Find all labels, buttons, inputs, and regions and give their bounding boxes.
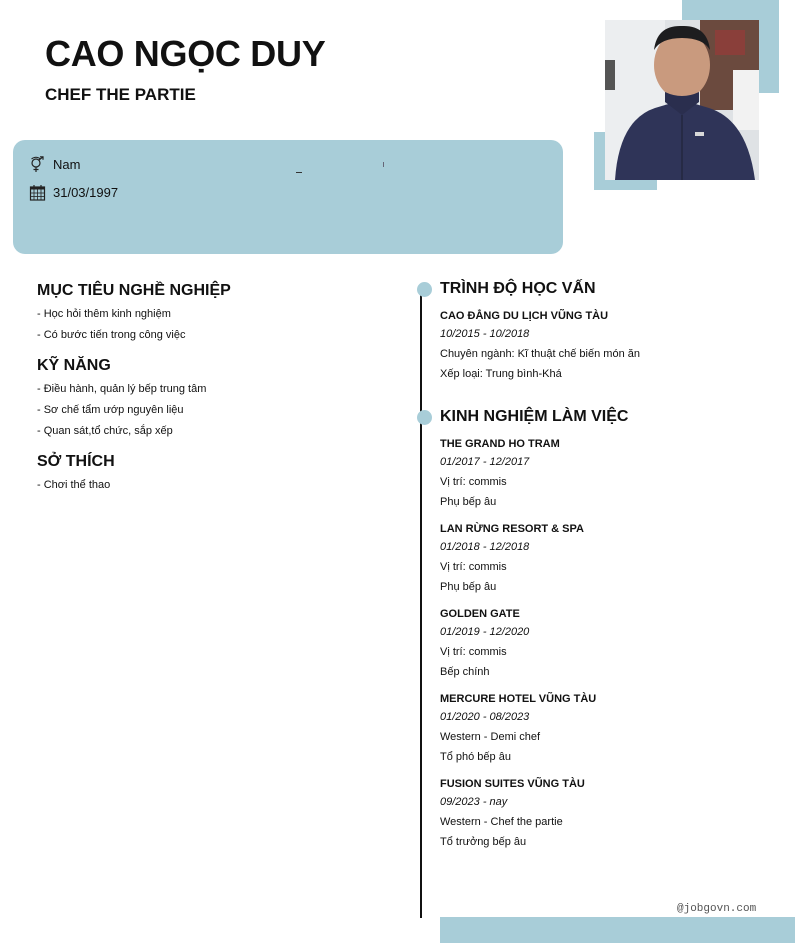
detail-line: Phụ bếp âu: [440, 496, 497, 508]
section-title: SỞ THÍCH: [37, 453, 115, 470]
education-entry: [440, 310, 780, 381]
experience-section: [440, 408, 780, 863]
candidate-name: CAO NGỌC DUY: [45, 33, 326, 74]
decorative-block-bottom: [440, 917, 795, 943]
experience-entry: [440, 693, 780, 764]
section-title: TRÌNH ĐỘ HỌC VẤN: [440, 280, 596, 297]
list-item: - Chơi thể thao: [37, 479, 111, 491]
detail-line: Vị trí: commis: [440, 561, 507, 573]
section-title: MỤC TIÊU NGHỀ NGHIỆP: [37, 282, 231, 299]
period: 01/2018 - 12/2018: [440, 541, 530, 553]
experience-entry: [440, 438, 780, 509]
company-name: LAN RỪNG RESORT & SPA: [440, 523, 584, 535]
list-item: - Có bước tiến trong công việc: [37, 329, 186, 341]
section-title: KỸ NĂNG: [37, 357, 111, 374]
gender-row: [29, 156, 80, 173]
stray-mark: [383, 162, 384, 167]
period: 01/2017 - 12/2017: [440, 456, 530, 468]
timeline-dot: [417, 410, 432, 425]
detail-line: Tổ phó bếp âu: [440, 751, 511, 763]
list-item: - Sơ chế tẩm ướp nguyên liệu: [37, 404, 184, 416]
experience-entry: [440, 523, 780, 594]
company-name: THE GRAND HO TRAM: [440, 438, 560, 450]
dob-value: 31/03/1997: [53, 185, 119, 200]
detail-line: Chuyên ngành: Kĩ thuật chế biến món ăn: [440, 348, 640, 360]
detail-line: Phụ bếp âu: [440, 581, 497, 593]
list-item: - Quan sát,tổ chức, sắp xếp: [37, 425, 173, 437]
stray-mark: [296, 172, 302, 173]
company-name: FUSION SUITES VŨNG TÀU: [440, 778, 585, 790]
gender-icon: [29, 156, 46, 173]
detail-line: Tổ trưởng bếp âu: [440, 836, 527, 848]
hobbies-section: [37, 453, 377, 492]
period: 01/2020 - 08/2023: [440, 711, 530, 723]
detail-line: Bếp chính: [440, 666, 490, 678]
timeline-dot: [417, 282, 432, 297]
experience-entry: [440, 778, 780, 849]
timeline-line: [420, 290, 422, 918]
period: 01/2019 - 12/2020: [440, 626, 530, 638]
period: 10/2015 - 10/2018: [440, 328, 530, 340]
profile-photo: [605, 20, 759, 180]
career-objective-section: [37, 282, 377, 342]
gender-value: Nam: [53, 157, 81, 172]
job-title: CHEF THE PARTIE: [45, 85, 196, 104]
dob-row: [29, 184, 118, 201]
school-name: CAO ĐẲNG DU LỊCH VŨNG TÀU: [440, 310, 609, 322]
experience-entry: [440, 608, 780, 679]
company-name: MERCURE HOTEL VŨNG TÀU: [440, 693, 597, 705]
personal-info-panel: [13, 140, 563, 254]
detail-line: Western - Chef the partie: [440, 816, 563, 828]
detail-line: Xếp loại: Trung bình-Khá: [440, 368, 562, 380]
period: 09/2023 - nay: [440, 796, 508, 808]
portrait-image: [605, 20, 759, 180]
section-title: KINH NGHIỆM LÀM VIỆC: [440, 408, 629, 425]
list-item: - Điều hành, quản lý bếp trung tâm: [37, 383, 207, 395]
skills-section: [37, 357, 377, 438]
education-section: [440, 280, 780, 395]
detail-line: Vị trí: commis: [440, 476, 507, 488]
detail-line: Western - Demi chef: [440, 731, 541, 743]
detail-line: Vị trí: commis: [440, 646, 507, 658]
calendar-icon: [29, 184, 46, 201]
watermark: @jobgovn.com: [677, 903, 757, 915]
company-name: GOLDEN GATE: [440, 608, 520, 620]
list-item: - Học hỏi thêm kinh nghiệm: [37, 308, 171, 320]
left-column: [37, 282, 377, 507]
